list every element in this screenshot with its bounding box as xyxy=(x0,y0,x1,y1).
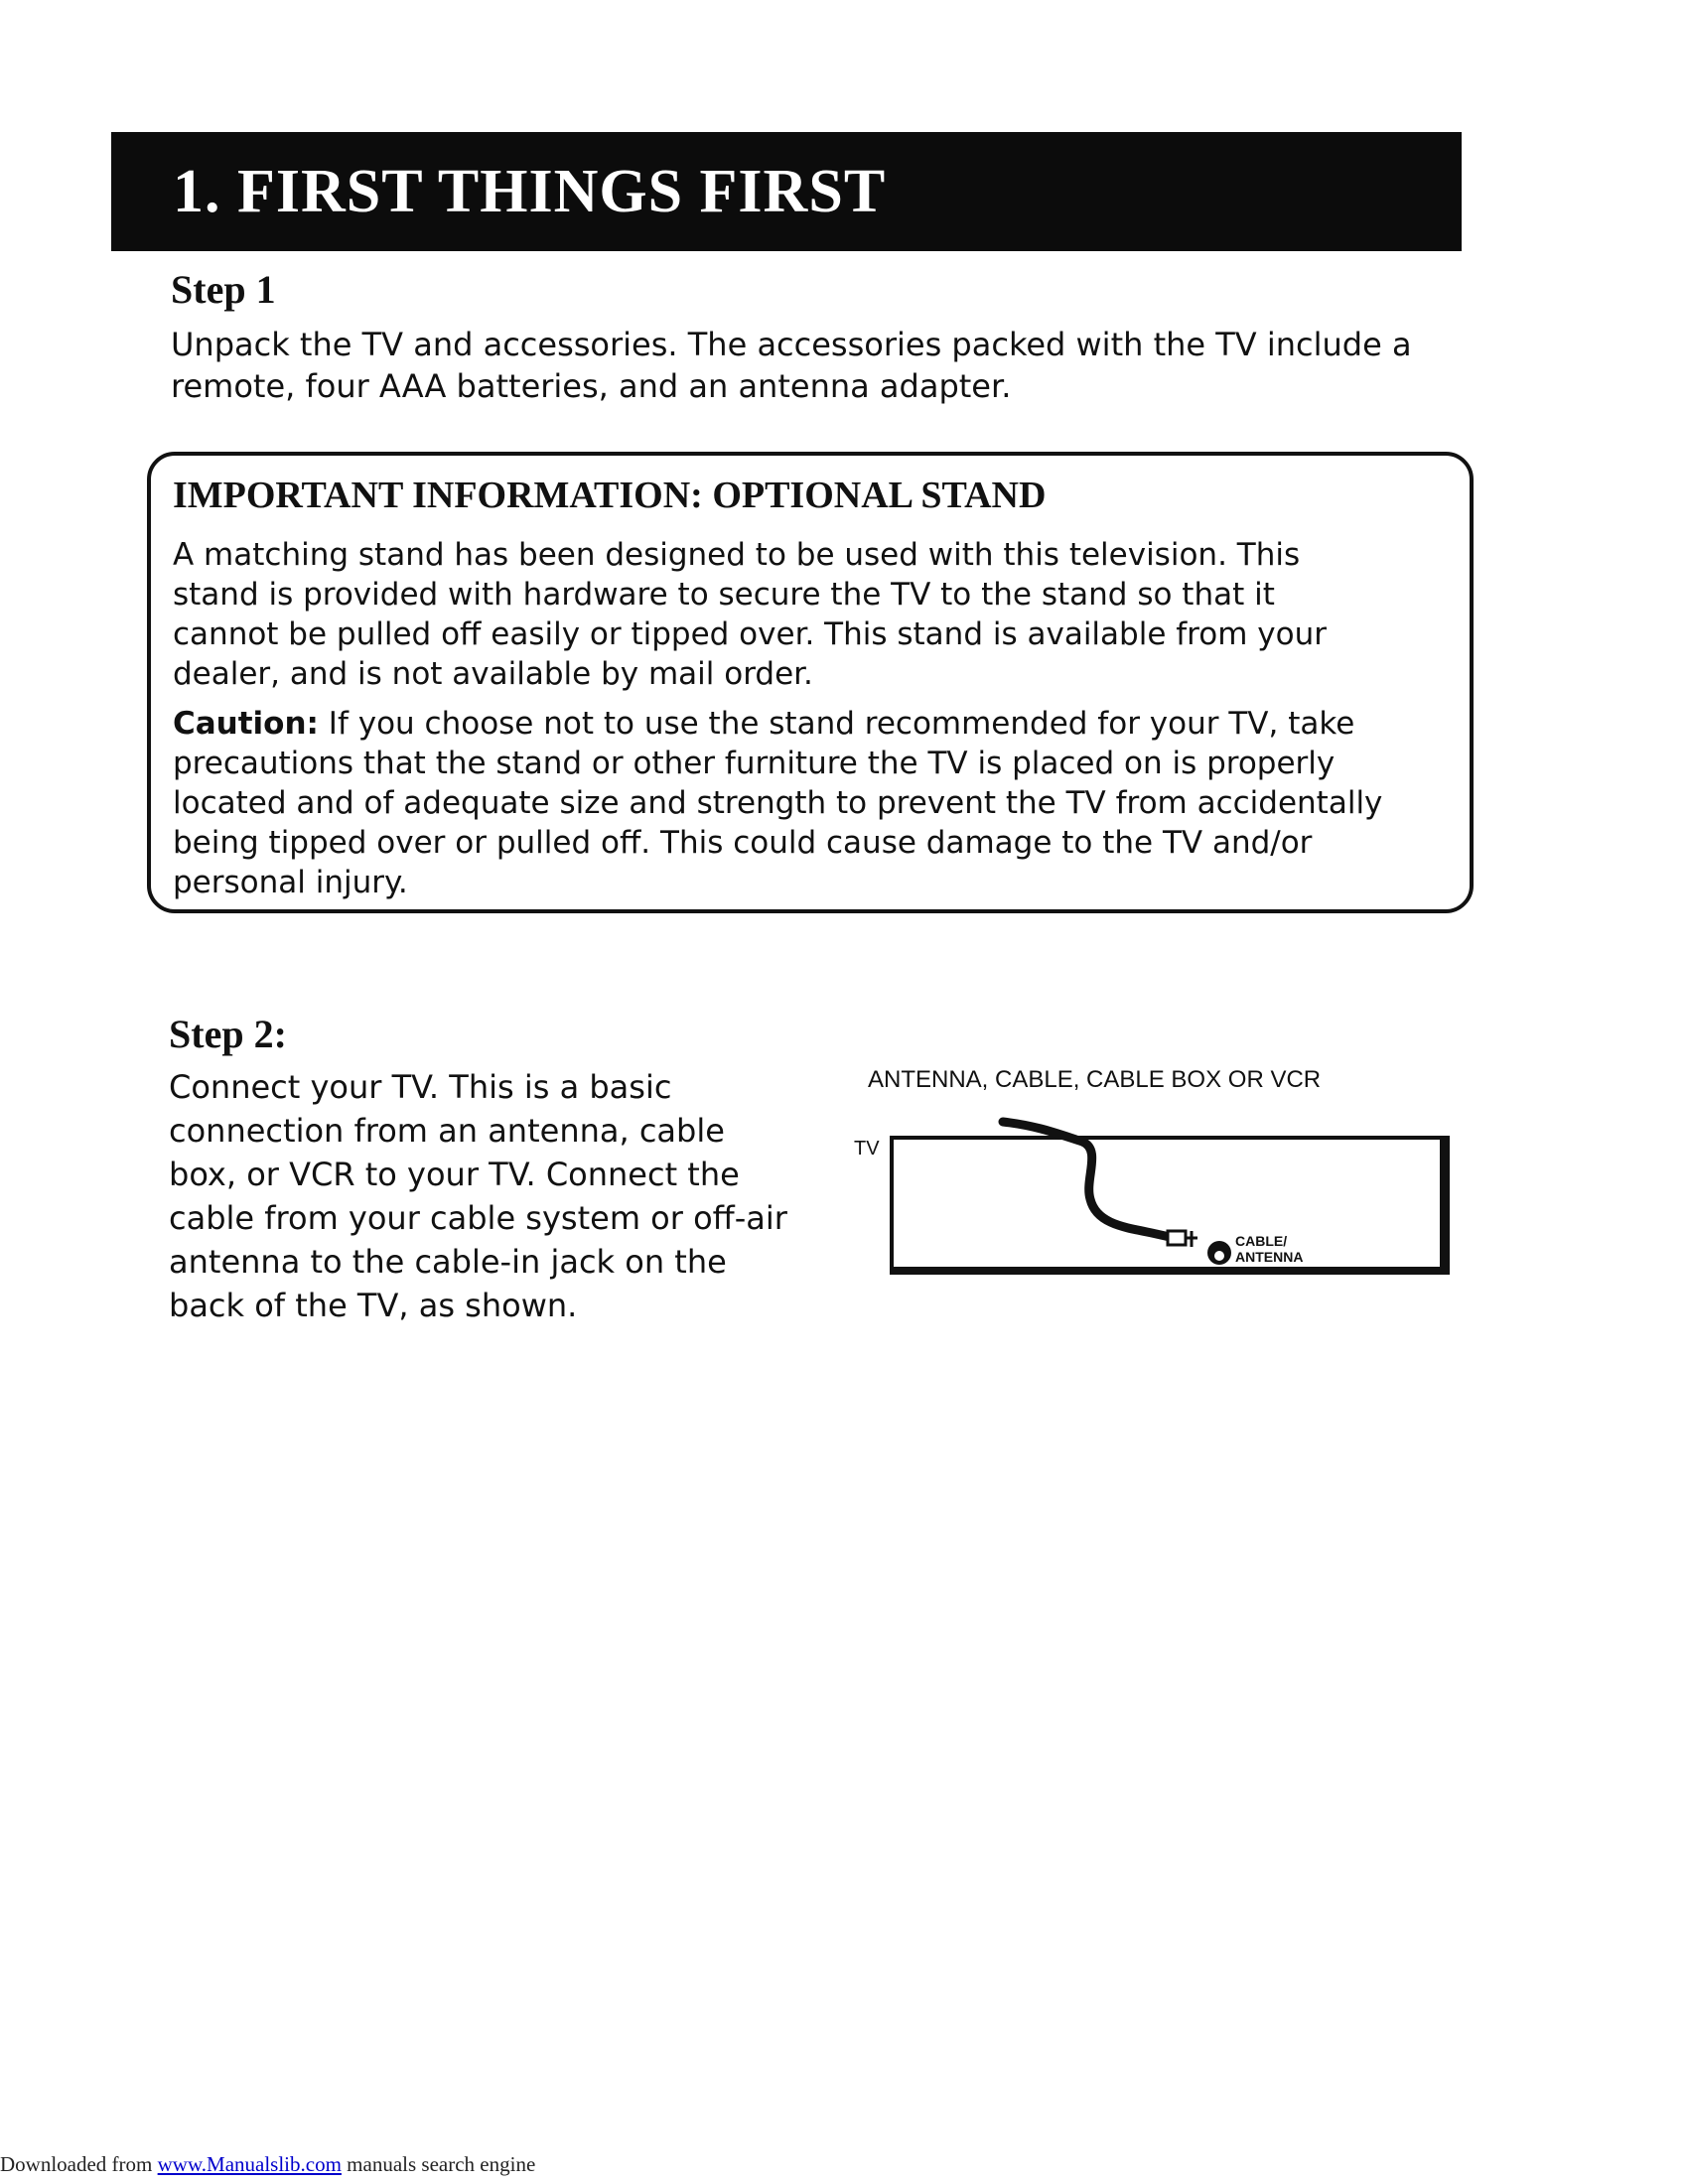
step-1-heading: Step 1 xyxy=(171,267,276,312)
tv-label: TV xyxy=(854,1138,880,1160)
step-1-text-line-2: remote, four AAA batteries, and an antenna adapter. xyxy=(171,367,1012,405)
caution-label: Caution: xyxy=(173,706,319,742)
footer-suffix: manuals search engine xyxy=(341,2152,536,2176)
caution-line xyxy=(173,704,1454,744)
stand-info-line: stand is provided with hardware to secure the TV to the stand so that it xyxy=(173,577,1275,613)
jack-label-line-1: CABLE/ xyxy=(1235,1233,1288,1249)
step-2-text-line: box, or VCR to your TV. Connect the xyxy=(169,1156,740,1193)
caution-text: If you choose not to use the stand recommended for your TV, take xyxy=(318,706,1355,742)
jack-label-line-2: ANTENNA xyxy=(1235,1249,1304,1265)
caution-line: located and of adequate size and strength to prevent the TV from accidentally xyxy=(173,785,1383,821)
cable-connector xyxy=(1168,1231,1186,1245)
stand-info-line: cannot be pulled off easily or tipped over. This stand is available from your xyxy=(173,616,1327,652)
caution-line: personal injury. xyxy=(173,865,408,900)
tv-back-panel xyxy=(892,1138,1448,1273)
caution-line: precautions that the stand or other furniture the TV is placed on is properly xyxy=(173,746,1336,781)
step-2-text-line: back of the TV, as shown. xyxy=(169,1287,578,1324)
tv-panel-edge xyxy=(1440,1138,1450,1275)
caution-line: being tipped over or pulled off. This could cause damage to the TV and/or xyxy=(173,825,1313,861)
step-2-text-line: antenna to the cable-in jack on the xyxy=(169,1243,727,1281)
connector-threads xyxy=(1186,1231,1197,1247)
page-title: 1. FIRST THINGS FIRST xyxy=(173,157,887,225)
step-2-text-line: Connect your TV. This is a basic xyxy=(169,1068,672,1106)
connection-diagram xyxy=(854,1062,1470,1300)
step-1-text-line-1: Unpack the TV and accessories. The accessories packed with the TV include a xyxy=(171,326,1412,363)
tv-panel-bottom-edge xyxy=(892,1267,1450,1275)
stand-info-line: A matching stand has been designed to be used with this television. This xyxy=(173,537,1301,573)
step-2-text-line: cable from your cable system or off-air xyxy=(169,1199,787,1237)
signal-source-label: ANTENNA, CABLE, CABLE BOX OR VCR xyxy=(868,1066,1322,1093)
important-information-heading: IMPORTANT INFORMATION: OPTIONAL STAND xyxy=(173,475,1047,516)
step-2-text-line: connection from an antenna, cable xyxy=(169,1112,725,1150)
connection-drawing xyxy=(854,1062,1470,1300)
stand-info-line: dealer, and is not available by mail order. xyxy=(173,656,813,692)
step-2-heading: Step 2: xyxy=(169,1012,287,1056)
section-title-bar xyxy=(111,132,1462,251)
important-information-box xyxy=(147,452,1474,913)
manualslib-link[interactable]: www.Manualslib.com xyxy=(157,2152,342,2176)
download-footer xyxy=(0,2152,535,2177)
footer-prefix: Downloaded from xyxy=(0,2152,158,2176)
